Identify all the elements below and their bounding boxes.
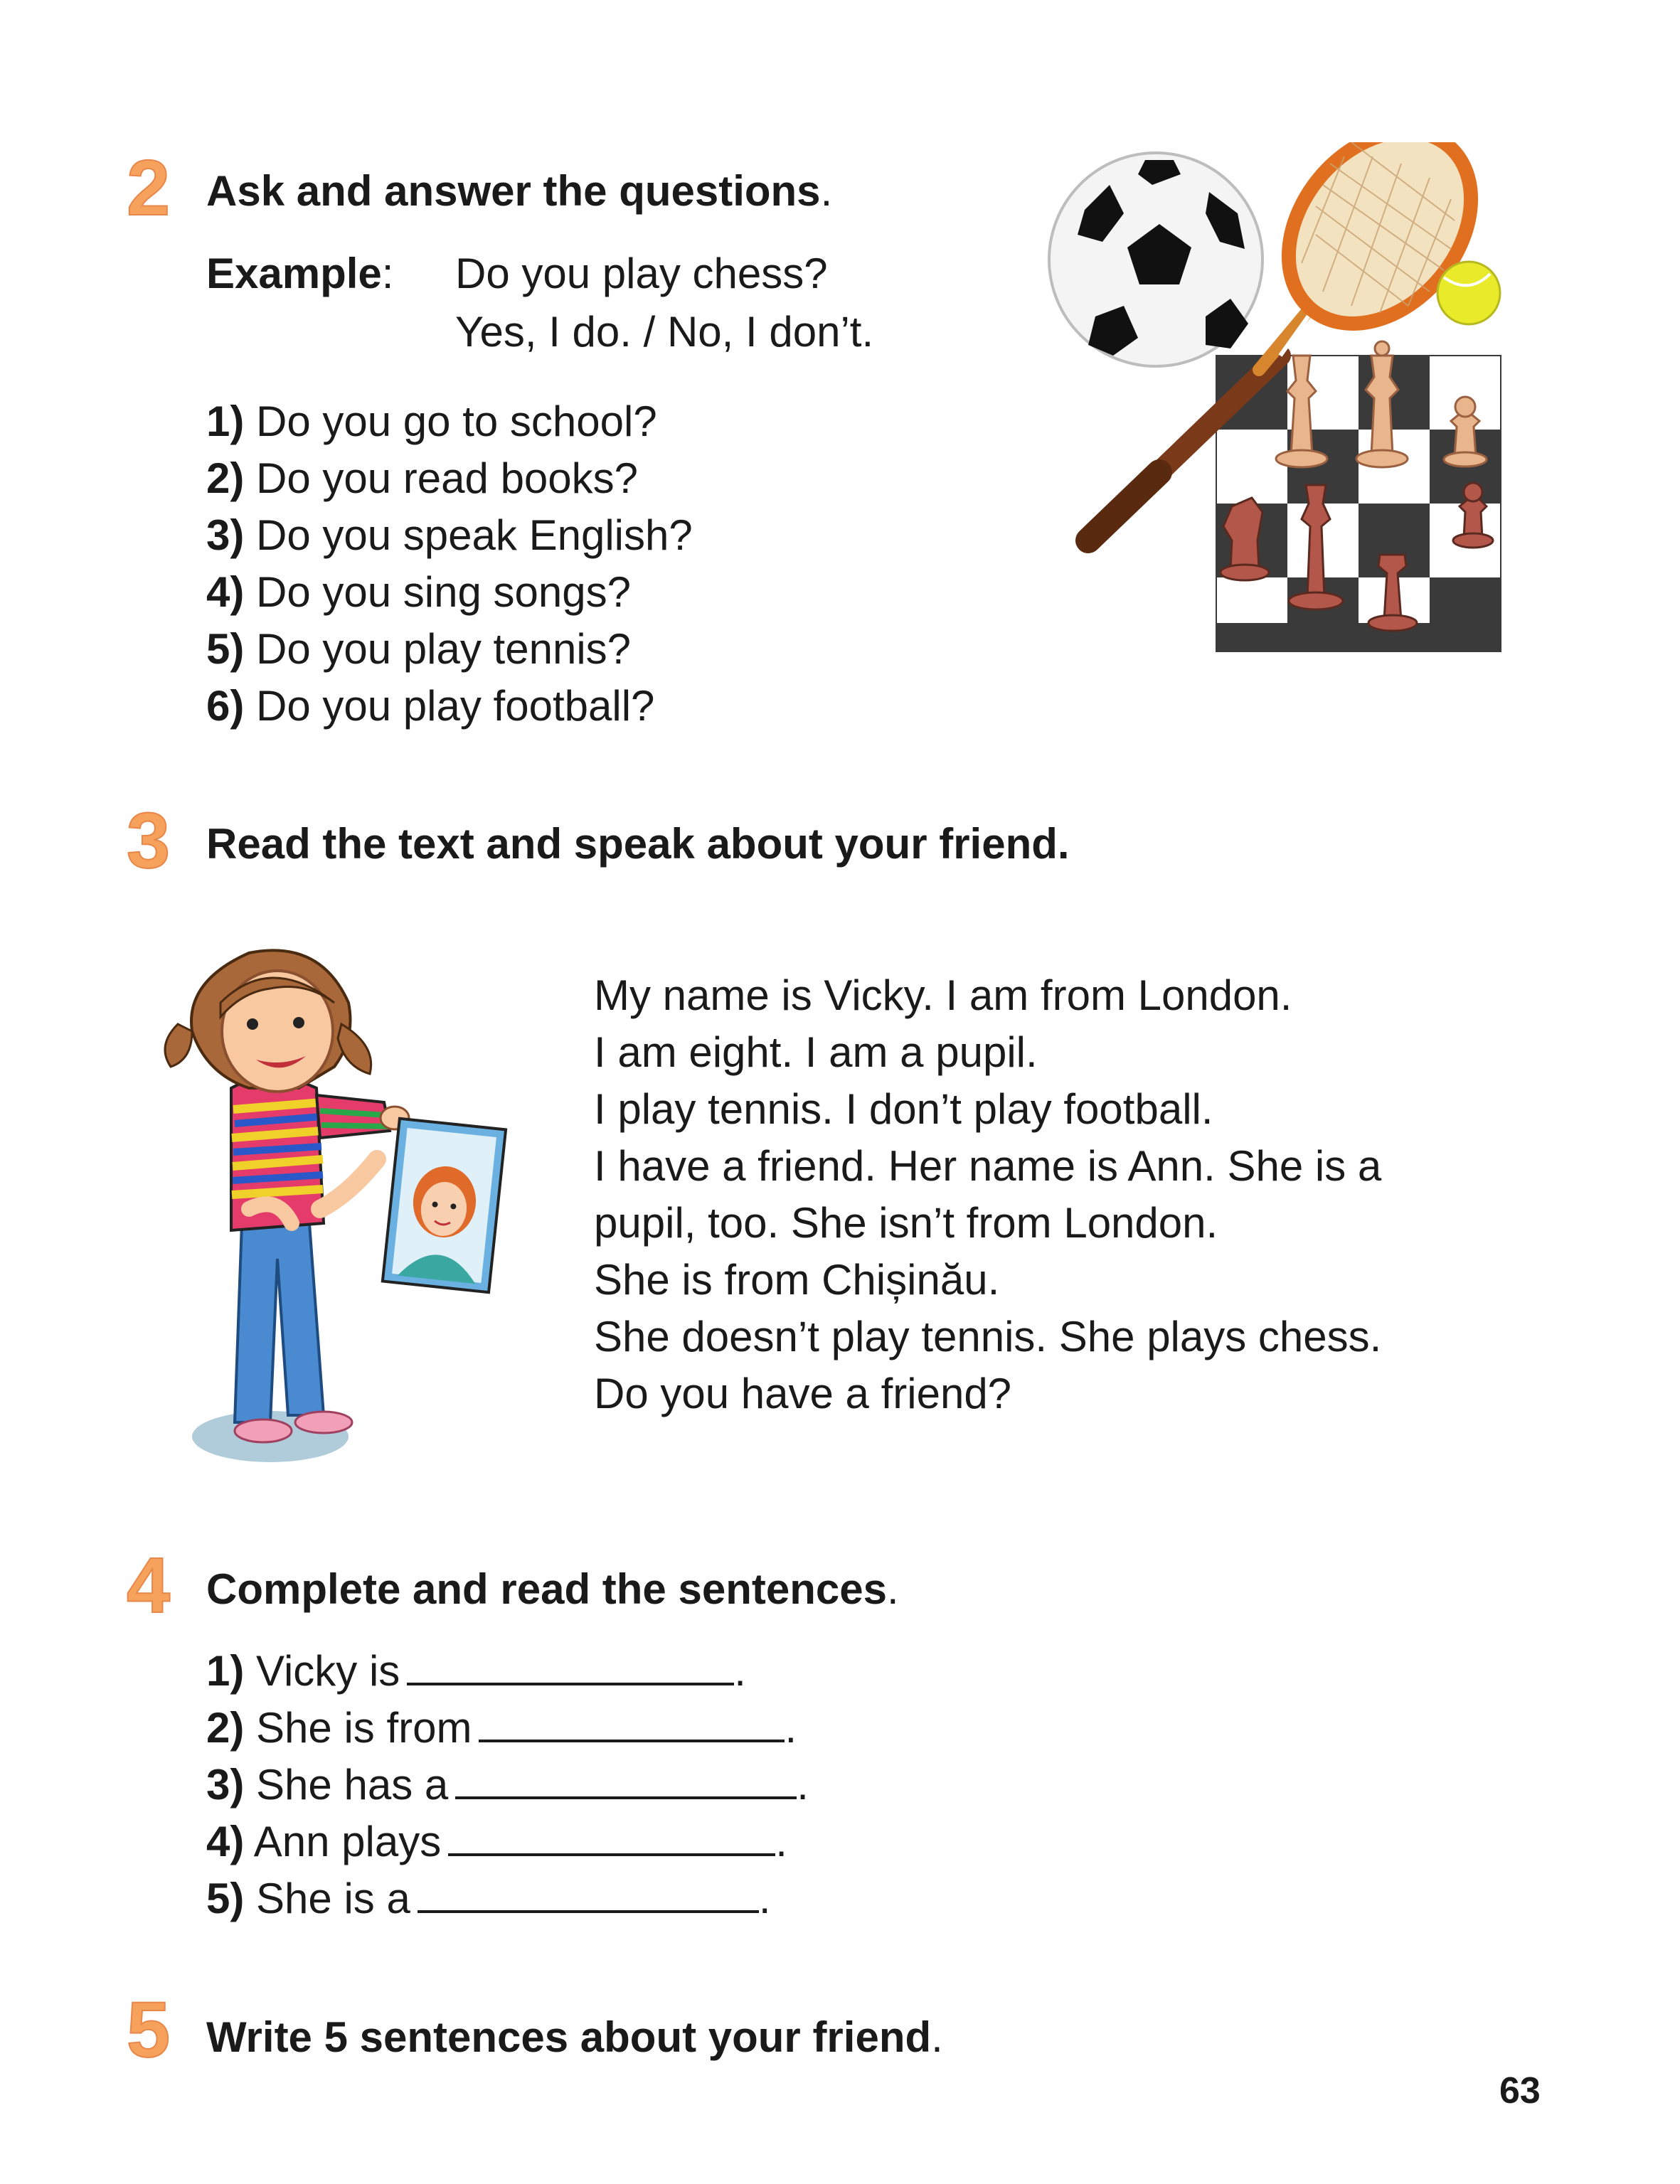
sentence-text: She is a — [256, 1875, 410, 1922]
sentence-number: 1) — [206, 1647, 245, 1695]
text-line: I have a friend. Her name is Ann. She is a — [594, 1142, 1382, 1190]
question-text: Do you sing songs? — [256, 568, 632, 616]
exercise-5-number: 5 — [127, 1986, 171, 2074]
question-number: 5) — [206, 625, 245, 673]
question-text: Do you go to school? — [256, 398, 657, 445]
blank-line[interactable] — [455, 1761, 797, 1799]
portrait-photo — [383, 1119, 506, 1292]
question-number: 6) — [206, 682, 245, 730]
sentence-item — [206, 1646, 746, 1695]
text-line: Do you have a friend? — [594, 1370, 1012, 1417]
girl-illustration — [164, 925, 562, 1472]
example-question: Do you play chess? — [455, 250, 828, 297]
sentence-number: 3) — [206, 1761, 245, 1809]
text-line: pupil, too. She isn’t from London. — [594, 1199, 1218, 1247]
question-item — [206, 568, 631, 617]
example-answer: Yes, I do. / No, I don’t. — [455, 308, 874, 356]
exercise-3-number: 3 — [127, 797, 171, 885]
sentence-end: . — [734, 1647, 746, 1695]
exercise-5-heading-dot: . — [931, 2013, 943, 2061]
question-item — [206, 681, 654, 730]
sentence-item — [206, 1874, 771, 1923]
exercise-4-number: 4 — [127, 1542, 171, 1629]
exercise-2-heading-text: Ask and answer the questions — [206, 167, 821, 215]
example-label: Example — [206, 250, 382, 297]
question-text: Do you speak English? — [256, 511, 693, 559]
sentence-text: She is from — [256, 1704, 472, 1752]
text-line: My name is Vicky. I am from London. — [594, 971, 1292, 1019]
question-item — [206, 454, 638, 503]
question-text: Do you play football? — [256, 682, 655, 730]
question-item — [206, 624, 631, 673]
example-colon: : — [381, 250, 394, 297]
exercise-5-heading — [206, 2014, 943, 2061]
soccer-ball-icon — [1049, 153, 1262, 366]
sentence-end: . — [758, 1875, 771, 1922]
sentence-number: 2) — [206, 1704, 245, 1752]
sentence-item — [206, 1703, 797, 1752]
text-line: I play tennis. I don’t play football. — [594, 1085, 1213, 1133]
sentence-number: 5) — [206, 1875, 245, 1922]
text-line: She is from Chișinău. — [594, 1256, 1000, 1304]
sports-illustration — [1046, 142, 1543, 668]
blank-line[interactable] — [418, 1875, 759, 1913]
exercise-2-number: 2 — [127, 144, 171, 232]
page-number: 63 — [1499, 2070, 1541, 2111]
sentence-end: . — [797, 1761, 809, 1809]
sentence-item — [206, 1817, 787, 1866]
exercise-2-heading-dot: . — [820, 167, 833, 215]
sentence-number: 4) — [206, 1818, 245, 1865]
blank-line[interactable] — [479, 1704, 785, 1742]
question-number: 1) — [206, 398, 245, 445]
sentence-text: Ann plays — [253, 1818, 442, 1865]
question-item — [206, 511, 693, 560]
text-line: I am eight. I am a pupil. — [594, 1028, 1038, 1076]
sentence-end: . — [785, 1704, 797, 1752]
question-number: 2) — [206, 454, 245, 502]
question-number: 3) — [206, 511, 245, 559]
exercise-5-heading-text: Write 5 sentences about your friend — [206, 2013, 932, 2061]
sentence-item — [206, 1760, 809, 1809]
question-text: Do you read books? — [256, 454, 639, 502]
tennis-ball-icon — [1437, 262, 1500, 324]
sentence-end: . — [775, 1818, 787, 1865]
blank-line[interactable] — [448, 1818, 775, 1856]
example-line — [206, 249, 393, 298]
question-text: Do you play tennis? — [256, 625, 632, 673]
sentence-text: She has a — [256, 1761, 449, 1809]
exercise-4-heading — [206, 1566, 899, 1613]
exercise-4-heading-text: Complete and read the sentences — [206, 1565, 887, 1613]
question-number: 4) — [206, 568, 245, 616]
text-line: She doesn’t play tennis. She plays chess. — [594, 1313, 1382, 1360]
sentence-text: Vicky is — [256, 1647, 400, 1695]
blank-line[interactable] — [407, 1647, 734, 1685]
question-item — [206, 397, 657, 446]
exercise-3-heading: Read the text and speak about your friend. — [206, 820, 1070, 868]
exercise-2-heading — [206, 168, 832, 215]
exercise-4-heading-dot: . — [886, 1565, 899, 1613]
